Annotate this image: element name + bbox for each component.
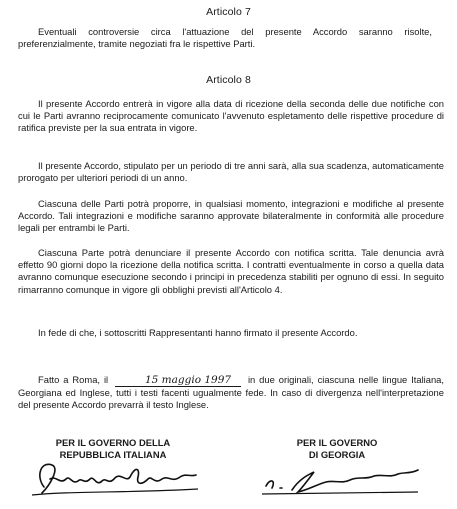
articolo-8-paragraph-2: Il presente Accordo, stipulato per un periodo di tre anni sarà, alla sua scadenza, automaticamente prorogato per ulteriori periodi di un anno.	[18, 160, 444, 184]
articolo-7-heading: Articolo 7	[206, 6, 251, 18]
handwritten-date: 15 maggio 1997	[115, 375, 241, 387]
georgian-signature	[262, 462, 422, 498]
fatto-paragraph	[18, 374, 444, 411]
articolo-8-heading: Articolo 8	[206, 74, 251, 86]
articolo-8-paragraph-3: Ciascuna delle Parti potrà proporre, in qualsiasi momento, integrazioni e modifiche al presente Accordo. Tali integrazioni e modifiche saranno approvate bilateralmente in conformità alle procedure legali per entrambi le Parti.	[18, 198, 444, 234]
fatto-prefix: Fatto a Roma, il	[38, 374, 109, 385]
georgian-signatory-heading	[262, 437, 412, 461]
fede-paragraph: In fede di che, i sottoscritti Rappresentanti hanno firmato il presente Accordo.	[38, 327, 358, 338]
italian-signatory-line1: PER IL GOVERNO DELLA	[55, 437, 171, 448]
georgian-signatory-line1: PER IL GOVERNO	[296, 437, 378, 448]
articolo-8-paragraph-1: Il presente Accordo entrerà in vigore alla data di ricezione della seconda delle due notifiche con cui le Parti avranno reciprocamente comunicato l'avvenuto espletamento delle rispettive procedure di ratifica previste per la sua entrata in vigore.	[18, 98, 444, 134]
italian-signature	[30, 455, 200, 499]
articolo-8-paragraph-4: Ciascuna Parte potrà denunciare il presente Accordo con notifica scritta. Tale denuncia avrà effetto 90 giorni dopo la ricezione della notifica scritta. I contratti eventualmente in corso a quella data avranno comunque esecuzione secondo i principi in precedenza stabiliti per ognuno di essi. In seguito rimarranno comunque in vigore gli obblighi previsti all'Articolo 4.	[18, 247, 444, 295]
italian-signatory-line2: REPUBBLICA ITALIANA	[59, 449, 167, 460]
fatto-suffix: in due originali, ciascuna nelle lingue Italiana, Georgiana ed Inglese, tutti i testi facenti ugualmente fede. In caso di divergenza nell'interpretazione del presente Accordo prevarrà il testo Inglese.	[18, 374, 444, 411]
georgian-signatory-line2: DI GEORGIA	[308, 449, 366, 460]
articolo-7-text: Eventuali controversie circa l'attuazione del presente Accordo saranno risolte, preferenzialmente, tramite negoziati fra le rispettive Parti.	[18, 26, 432, 50]
